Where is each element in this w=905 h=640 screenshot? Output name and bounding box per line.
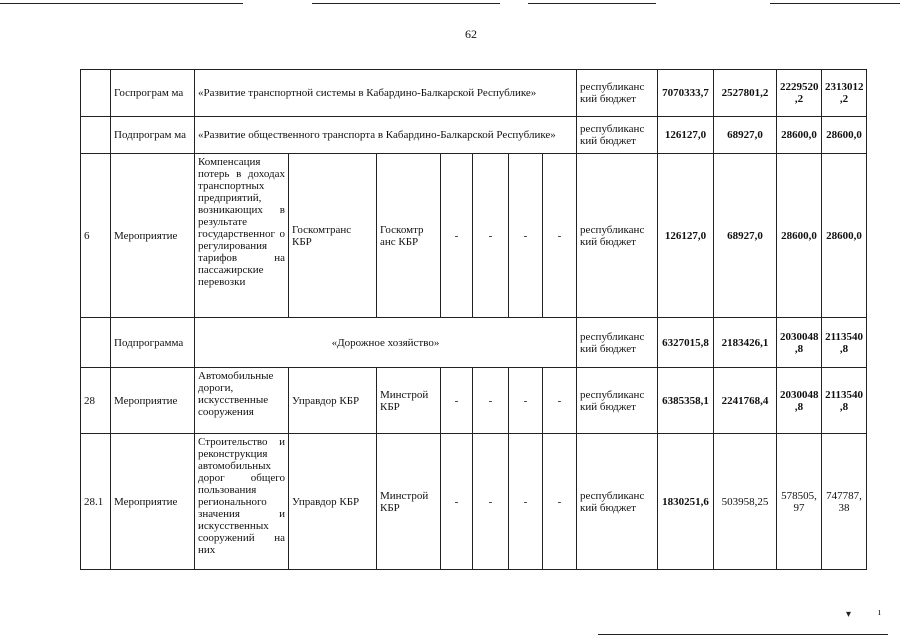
- value-year-2: 28600,0: [777, 117, 822, 154]
- table-row: [81, 154, 867, 318]
- funding-source: республиканс кий бюджет: [577, 154, 658, 318]
- value-year-2: 578505, 97: [777, 434, 822, 570]
- program-table: [80, 69, 867, 570]
- measure-name: Компенсация потерь в доходах транспортных предприятий, возникающих в результате государственног о регулирования тарифов на пассажирские перевозки: [195, 154, 289, 318]
- top-rule-1: [0, 3, 243, 4]
- value-year-3: 28600,0: [822, 117, 867, 154]
- row-number: [81, 318, 111, 368]
- value-total: 6385358,1: [658, 368, 714, 434]
- value-year-3: 2313012 ,2: [822, 70, 867, 117]
- deadline-cell: -: [509, 434, 543, 570]
- coexecutor: Минстрой КБР: [377, 434, 441, 570]
- executor: Управдор КБР: [289, 434, 377, 570]
- table-row: [81, 368, 867, 434]
- scan-artifact-1: ▾: [846, 609, 852, 620]
- funding-source: республиканс кий бюджет: [577, 70, 658, 117]
- top-rule-2: [312, 3, 500, 4]
- row-type: Подпрограмма: [111, 318, 195, 368]
- row-title: «Развитие общественного транспорта в Кабардино-Балкарской Республике»: [195, 117, 577, 154]
- funding-source: республиканс кий бюджет: [577, 368, 658, 434]
- row-number: [81, 117, 111, 154]
- deadline-cell: -: [509, 368, 543, 434]
- value-year-1: 503958,25: [714, 434, 777, 570]
- value-year-2: 28600,0: [777, 154, 822, 318]
- deadline-cell: -: [509, 154, 543, 318]
- row-number: [81, 70, 111, 117]
- value-total: 6327015,8: [658, 318, 714, 368]
- page-number: 62: [465, 27, 477, 41]
- row-type: Подпрограм ма: [111, 117, 195, 154]
- measure-name: Автомобильные дороги, искусственные сооружения: [195, 368, 289, 434]
- value-year-2: 2030048 ,8: [777, 368, 822, 434]
- value-year-3: 28600,0: [822, 154, 867, 318]
- deadline-cell: -: [473, 154, 509, 318]
- row-number: 28: [81, 368, 111, 434]
- top-rule-4: [770, 3, 900, 4]
- row-type: Мероприятие: [111, 154, 195, 318]
- bottom-rule: [598, 634, 888, 635]
- funding-source: республиканс кий бюджет: [577, 434, 658, 570]
- deadline-cell: -: [441, 434, 473, 570]
- table-row: [81, 117, 867, 154]
- deadline-cell: -: [543, 368, 577, 434]
- row-number: 6: [81, 154, 111, 318]
- top-rule-3: [528, 3, 656, 4]
- value-year-2: 2030048 ,8: [777, 318, 822, 368]
- value-year-1: 2183426,1: [714, 318, 777, 368]
- value-year-3: 2113540 ,8: [822, 318, 867, 368]
- value-year-1: 68927,0: [714, 154, 777, 318]
- scan-artifact-2: ı: [878, 607, 881, 618]
- value-year-2: 2229520 ,2: [777, 70, 822, 117]
- row-type: Госпрограм ма: [111, 70, 195, 117]
- table-row: [81, 70, 867, 117]
- value-year-1: 2527801,2: [714, 70, 777, 117]
- executor: Управдор КБР: [289, 368, 377, 434]
- measure-name: Строительство и реконструкция автомобильных дорог общего пользования регионального значения и искусственных сооружений на них: [195, 434, 289, 570]
- funding-source: республиканс кий бюджет: [577, 318, 658, 368]
- table-row: [81, 434, 867, 570]
- value-total: 7070333,7: [658, 70, 714, 117]
- deadline-cell: -: [473, 434, 509, 570]
- value-total: 126127,0: [658, 117, 714, 154]
- row-title: «Развитие транспортной системы в Кабардино-Балкарской Республике»: [195, 70, 577, 117]
- value-year-1: 2241768,4: [714, 368, 777, 434]
- row-type: Мероприятие: [111, 434, 195, 570]
- deadline-cell: -: [543, 154, 577, 318]
- row-type: Мероприятие: [111, 368, 195, 434]
- table-row: [81, 318, 867, 368]
- deadline-cell: -: [441, 154, 473, 318]
- deadline-cell: -: [441, 368, 473, 434]
- value-total: 1830251,6: [658, 434, 714, 570]
- row-title: «Дорожное хозяйство»: [195, 318, 577, 368]
- deadline-cell: -: [543, 434, 577, 570]
- value-total: 126127,0: [658, 154, 714, 318]
- coexecutor: Минстрой КБР: [377, 368, 441, 434]
- deadline-cell: -: [473, 368, 509, 434]
- executor: Госкомтранс КБР: [289, 154, 377, 318]
- coexecutor: Госкомтр анс КБР: [377, 154, 441, 318]
- value-year-3: 2113540 ,8: [822, 368, 867, 434]
- row-number: 28.1: [81, 434, 111, 570]
- value-year-1: 68927,0: [714, 117, 777, 154]
- value-year-3: 747787, 38: [822, 434, 867, 570]
- funding-source: республиканс кий бюджет: [577, 117, 658, 154]
